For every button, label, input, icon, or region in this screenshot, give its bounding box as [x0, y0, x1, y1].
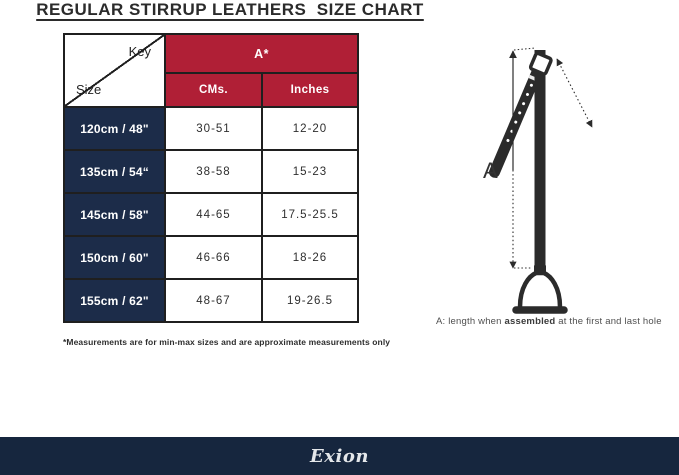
- row-size-label: 155cm / 62": [65, 280, 164, 321]
- diagram-caption: [436, 316, 679, 327]
- measurement-footnote: *Measurements are for min-max sizes and are approximate measurements only: [63, 337, 391, 347]
- caption-prefix: A: length when: [436, 316, 505, 327]
- corner-key-label: Key: [128, 44, 151, 59]
- dimension-label: A: [483, 158, 498, 183]
- column-header-cms: CMs.: [166, 74, 261, 106]
- row-size-label: 145cm / 58": [65, 194, 164, 235]
- row-inches-value: 12-20: [263, 108, 357, 149]
- brand-logo: Exion: [310, 445, 369, 467]
- row-size-label: 120cm / 48": [65, 108, 164, 149]
- footer-bar: [0, 437, 679, 475]
- page-title: REGULAR STIRRUP LEATHERS SIZE CHART: [36, 0, 424, 19]
- size-table: [63, 33, 359, 323]
- row-cms-value: 44-65: [166, 194, 261, 235]
- row-cms-value: 30-51: [166, 108, 261, 149]
- row-inches-value: 18-26: [263, 237, 357, 278]
- row-inches-value: 15-23: [263, 151, 357, 192]
- caption-suffix: at the first and last hole: [555, 316, 662, 327]
- buckle: [530, 53, 552, 75]
- caption-bold: assembled: [504, 316, 556, 327]
- stirrup-iron-arch: [520, 273, 560, 307]
- dimension-tick-top: [514, 48, 535, 50]
- row-cms-value: 48-67: [166, 280, 261, 321]
- column-header-inches: Inches: [263, 74, 357, 106]
- hole-span-measure-line: [557, 59, 592, 127]
- row-cms-value: 46-66: [166, 237, 261, 278]
- table-corner-cell: [65, 35, 164, 106]
- stirrup-leather-diagram: [430, 35, 670, 325]
- row-size-label: 150cm / 60": [65, 237, 164, 278]
- strap-main: [535, 50, 546, 273]
- row-inches-value: 19-26.5: [263, 280, 357, 321]
- group-header-a: A*: [166, 35, 357, 72]
- row-inches-value: 17.5-25.5: [263, 194, 357, 235]
- row-cms-value: 38-58: [166, 151, 261, 192]
- row-size-label: 135cm / 54“: [65, 151, 164, 192]
- corner-size-label: Size: [76, 82, 102, 97]
